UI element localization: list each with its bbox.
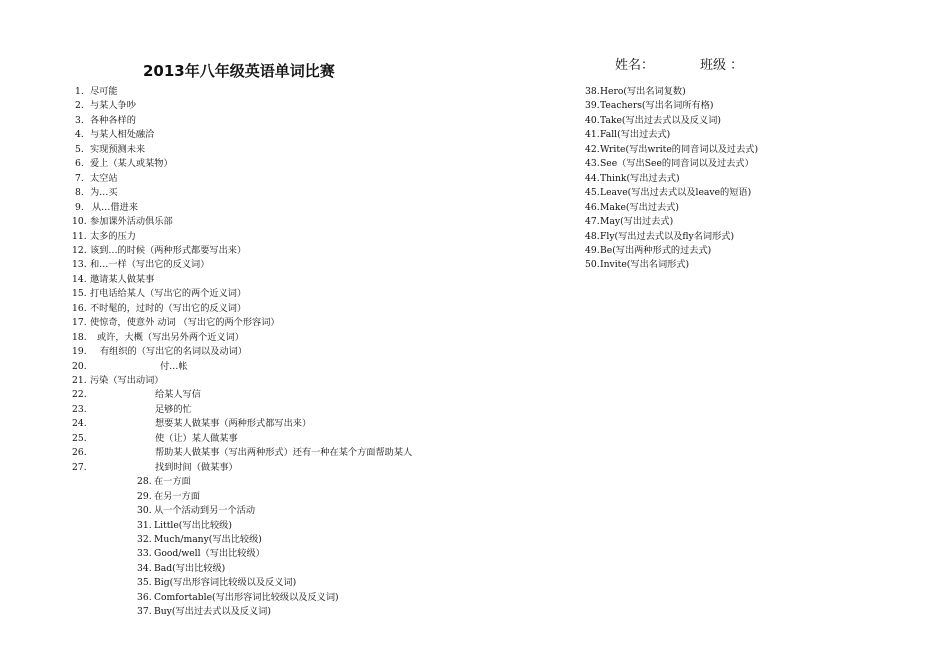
question-text: 各种各样的	[90, 114, 136, 126]
question-text: Bad(写出比较级)	[154, 562, 226, 574]
question-number: 20.	[72, 360, 87, 372]
question-number: 40.	[585, 114, 600, 126]
question-text: Take(写出过去式以及反义词)	[600, 114, 721, 126]
class-label: 班级 ：	[700, 58, 744, 73]
question-number: 12.	[72, 244, 87, 256]
question-text: 找到时间（做某事）	[155, 461, 238, 473]
question-number: 14.	[72, 273, 87, 285]
question-number: 36.	[137, 591, 152, 603]
question-text: 爱上（某人或某物）	[90, 158, 173, 170]
question-number: 4.	[75, 129, 84, 141]
question-text: Invite(写出名词形式)	[600, 259, 690, 271]
question-text: Good/well（写出比较级）	[154, 548, 265, 560]
question-text: Fly(写出过去式以及fly名词形式)	[600, 230, 735, 242]
question-number: 29.	[137, 490, 152, 502]
question-text: 邀请某人做某事	[90, 273, 155, 285]
question-text: Big(写出形容词比较级以及反义词)	[154, 577, 297, 589]
question-number: 28.	[137, 476, 152, 488]
question-number: 43.	[585, 158, 600, 170]
question-text: 想要某人做某事（两种形式都写出来）	[155, 418, 312, 430]
question-number: 46.	[585, 201, 600, 213]
question-text: 与某人相处融洽	[90, 129, 155, 141]
question-number: 8.	[75, 187, 84, 199]
question-number: 35.	[137, 577, 152, 589]
question-text: Little(写出比较级)	[154, 519, 232, 531]
question-number: 31.	[137, 519, 152, 531]
question-text: 足够的忙	[155, 403, 192, 415]
question-number: 13.	[72, 259, 87, 271]
question-number: 1.	[75, 86, 84, 97]
question-text: 和…一样（写出它的反义词）	[90, 259, 210, 271]
question-text: Fall(写出过去式)	[600, 129, 671, 141]
question-number: 49.	[585, 244, 600, 256]
name-label: 姓名：	[615, 58, 655, 73]
question-text: 在一方面	[154, 476, 191, 488]
question-text: 帮助某人做某事（写出两种形式）还有一种在某个方面帮助某人	[155, 447, 413, 459]
question-text: 从一个活动到另一个活动	[154, 505, 256, 517]
question-text: 参加课外活动俱乐部	[90, 216, 173, 228]
question-number: 38.	[585, 86, 600, 97]
question-number: 33.	[137, 548, 152, 560]
question-number: 45.	[585, 187, 600, 199]
question-number: 23.	[72, 403, 87, 415]
question-number: 7.	[75, 172, 84, 184]
question-number: 42.	[585, 143, 600, 155]
question-number: 47.	[585, 216, 600, 228]
question-text: Think(写出过去式)	[600, 172, 680, 184]
question-number: 16.	[72, 302, 87, 314]
question-text: 有组织的（写出它的名词以及动词）	[100, 346, 247, 358]
question-text: 给某人写信	[155, 389, 201, 401]
question-text: 太空站	[90, 172, 118, 184]
question-text: Hero(写出名词复数)	[600, 86, 686, 97]
question-text: May(写出过去式)	[600, 216, 674, 228]
question-number: 50.	[585, 259, 600, 271]
question-number: 24.	[72, 418, 87, 430]
question-text: 尽可能	[90, 86, 118, 97]
question-number: 18.	[72, 331, 87, 343]
question-number: 27.	[72, 461, 87, 473]
question-number: 9.	[75, 201, 84, 213]
question-number: 10.	[72, 216, 87, 228]
question-text: Comfortable(写出形容词比较级以及反义词)	[154, 591, 339, 603]
question-number: 37.	[137, 606, 152, 618]
question-number: 5.	[75, 143, 84, 155]
question-text: Leave(写出过去式以及leave的短语)	[600, 187, 752, 199]
question-number: 19.	[72, 346, 87, 358]
question-number: 22.	[72, 389, 87, 401]
question-text: 不时髦的，过时的（写出它的反义词）	[90, 302, 247, 314]
question-text: Much/many(写出比较级)	[154, 533, 262, 545]
page-title: 2013年八年级英语单词比赛	[143, 62, 335, 80]
question-number: 3.	[75, 114, 84, 126]
question-number: 17.	[72, 317, 87, 329]
question-text: 在另一方面	[154, 490, 200, 502]
question-text: 污染（写出动词）	[90, 375, 164, 386]
question-number: 11.	[72, 230, 87, 242]
question-text: Buy(写出过去式以及反义词)	[154, 606, 271, 618]
question-number: 6.	[75, 158, 84, 170]
question-text: 太多的压力	[90, 230, 136, 242]
question-number: 48.	[585, 230, 600, 242]
question-text: Make(写出过去式)	[600, 201, 679, 213]
question-text: 该到…的时候（两种形式都要写出来）	[90, 244, 247, 256]
question-number: 39.	[585, 100, 600, 112]
question-number: 44.	[585, 172, 600, 184]
question-number: 2.	[75, 100, 84, 112]
question-text: 从…借进来	[92, 201, 138, 213]
question-text: 为…买	[90, 187, 118, 199]
question-text: 使惊奇，使意外 动词 （写出它的两个形容词）	[90, 317, 280, 329]
question-text: See（写出See的同音词以及过去式）	[600, 158, 754, 170]
question-text: Teachers(写出名词所有格)	[600, 100, 714, 112]
question-text: 付…帐	[160, 360, 188, 372]
question-text: Write(写出write的同音词以及过去式)	[600, 143, 759, 155]
question-number: 25.	[72, 432, 87, 444]
question-text: 与某人争吵	[90, 100, 136, 112]
question-number: 41.	[585, 129, 600, 141]
question-number: 15.	[72, 288, 87, 300]
question-text: 打电话给某人（写出它的两个近义词）	[90, 288, 247, 300]
question-text: 实现预测未来	[90, 143, 146, 155]
question-number: 30.	[137, 505, 152, 517]
question-text: 或许，大概（写出另外两个近义词）	[97, 331, 244, 343]
question-number: 34.	[137, 562, 152, 574]
question-text: 使（让）某人做某事	[155, 432, 238, 444]
question-number: 26.	[72, 447, 87, 459]
question-number: 32.	[137, 533, 152, 545]
question-text: Be(写出两种形式的过去式)	[600, 244, 712, 256]
question-number: 21.	[72, 375, 87, 386]
